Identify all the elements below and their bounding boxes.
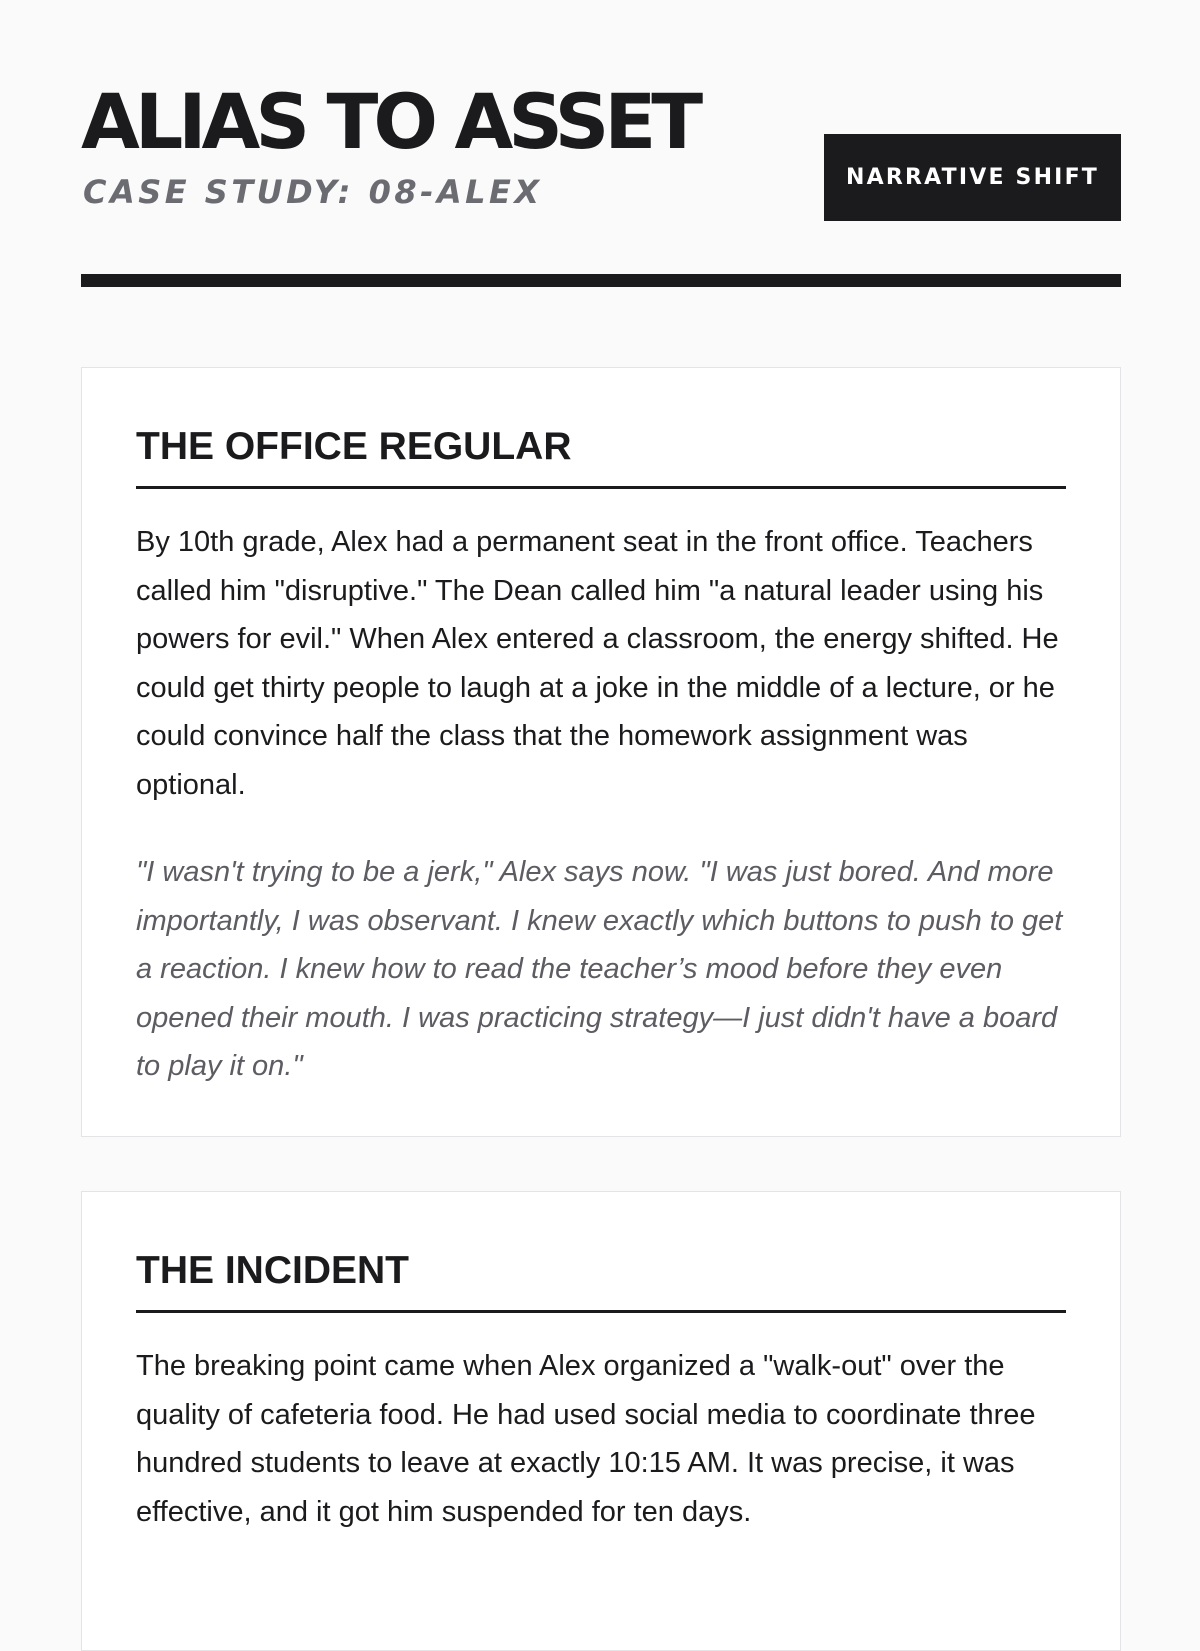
section-heading: THE OFFICE REGULAR (136, 424, 1066, 489)
section-heading: THE INCIDENT (136, 1248, 1066, 1313)
page-header (81, 78, 1121, 288)
section-body-text: By 10th grade, Alex had a permanent seat in the front office. Teachers called him "disruptive." The Dean called him "a natural leader using his powers for evil." When Alex entered a classroom, the energy shifted. He could get thirty people to laugh at a joke in the middle of a lecture, or he could convince half the class that the homework assignment was optional. (136, 526, 1059, 801)
narrative-shift-badge: NARRATIVE SHIFT (824, 134, 1121, 221)
section-card-incident (81, 1191, 1121, 1651)
header-divider (81, 274, 1121, 287)
section-card-office-regular (81, 367, 1121, 1137)
page-title: ALIAS TO ASSET (81, 77, 699, 166)
section-body-text: The breaking point came when Alex organized a "walk-out" over the quality of cafeteria food. He had used social media to coordinate three hundred students to leave at exactly 10:15 AM. It was precise, it was effective, and it got him suspended for ten days. (136, 1350, 1036, 1528)
section-quote: "I wasn't trying to be a jerk," Alex says now. "I was just bored. And more importantly, I was observant. I knew exactly which buttons to push to get a reaction. I knew how to read the teacher’s mood before they even opened their mouth. I was practicing strategy—I just didn't have a board to play it on." (136, 856, 1063, 1082)
case-study-subtitle: CASE STUDY: 08-ALEX (83, 173, 543, 211)
